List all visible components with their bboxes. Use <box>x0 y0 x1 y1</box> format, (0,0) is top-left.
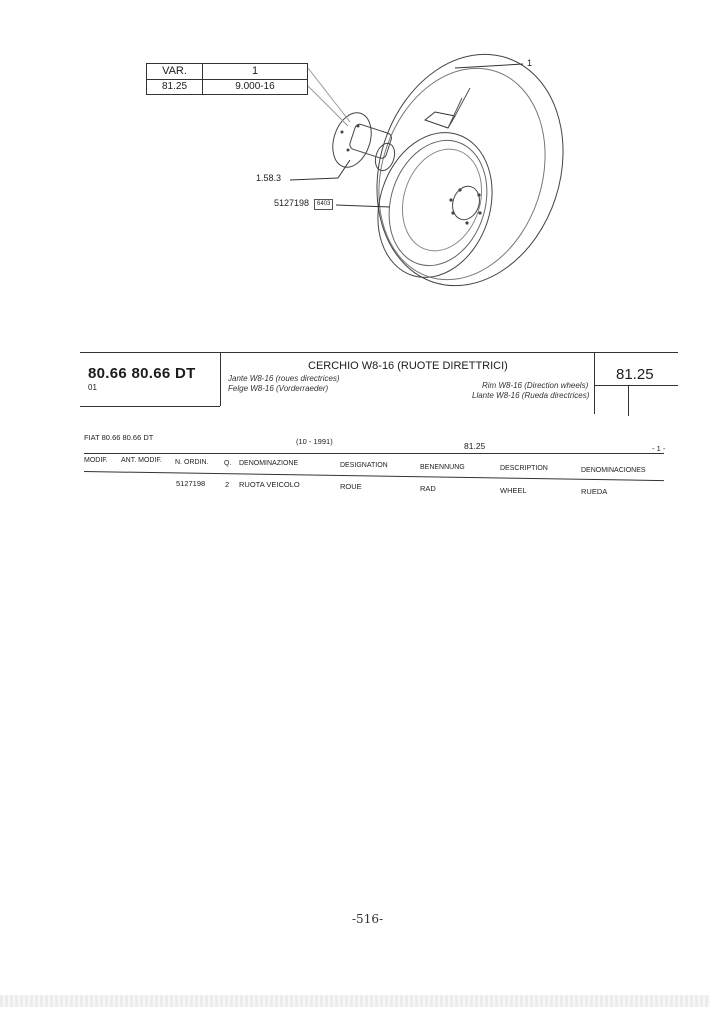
callout-hub: 1.58.3 <box>256 173 282 183</box>
hub-stud <box>357 125 360 128</box>
col-header-ant-modif: ANT. MODIF. <box>121 457 162 464</box>
variant-leader-line-1 <box>308 68 350 122</box>
col-header-en: DESCRIPTION <box>500 465 548 472</box>
rim-bolt-hole <box>449 198 452 201</box>
rim-disc <box>390 139 494 261</box>
callout-line-top <box>455 64 523 68</box>
group-title: CERCHIO W8-16 (RUOTE DIRETTRICI) <box>308 360 508 372</box>
table-header-rule <box>84 471 664 481</box>
model-number: 80.66 80.66 DT <box>88 365 196 382</box>
col-header-es: DENOMINACIONES <box>581 467 646 474</box>
sheet-number: - 1 - <box>652 444 666 453</box>
hub-stud <box>347 149 350 152</box>
rim-inner-outline <box>374 128 503 279</box>
rim-center-hole <box>448 183 483 223</box>
variant-header-label: VAR. <box>147 64 203 79</box>
header-divider-code <box>628 386 629 416</box>
title-french: Jante W8-16 (roues directrices) <box>228 374 340 383</box>
wheel-rim-drawing <box>230 50 630 300</box>
col-header-qty: Q. <box>224 460 232 467</box>
col-header-it: DENOMINAZIONE <box>239 460 299 467</box>
variant-header-value: 1 <box>251 65 259 77</box>
row-name-it: RUOTA VEICOLO <box>239 480 300 489</box>
row-quantity: 2 <box>225 480 230 489</box>
col-header-order-no: N. ORDIN. <box>175 459 209 466</box>
col-header-de: BENENNUNG <box>420 464 465 471</box>
tire-outline <box>348 50 592 300</box>
variant-row-value: 9.000-16 <box>235 81 275 92</box>
rim-bolt-hole <box>458 188 461 191</box>
rim-bolt-hole <box>451 211 454 214</box>
title-english: Rim W8-16 (Direction wheels) <box>482 381 589 390</box>
hub-stud <box>341 131 344 134</box>
col-header-fr: DESIGNATION <box>340 462 388 469</box>
table-top-rule <box>84 453 664 454</box>
group-code: 81.25 <box>616 366 654 383</box>
header-code-rule <box>594 385 678 386</box>
header-divider-left <box>220 352 221 406</box>
header-divider-right <box>594 352 595 414</box>
callout-line-part <box>336 205 390 207</box>
model-line: FIAT 80.66 80.66 DT <box>84 433 154 442</box>
callout-line-hub-tip <box>338 160 350 178</box>
rim-bolt-hole <box>478 211 481 214</box>
header-top-rule <box>80 352 678 353</box>
callout-line-hub <box>290 178 338 180</box>
callout-top: 1 <box>527 58 533 68</box>
rim-bolt-hole <box>465 221 468 224</box>
row-name-fr: ROUE <box>340 482 362 491</box>
title-german: Felge W8-16 (Vorderraeder) <box>228 384 329 393</box>
col-header-modif: MODIF. <box>84 457 108 464</box>
tire-cutaway-section <box>425 112 455 128</box>
row-name-de: RAD <box>420 484 436 493</box>
group-number: 81.25 <box>464 441 486 451</box>
issue-date: (10 - 1991) <box>296 437 333 446</box>
rim-outline <box>360 118 510 293</box>
variant-row-code: 81.25 <box>147 79 203 94</box>
page-number: -516- <box>352 912 384 926</box>
rim-bolt-hole <box>477 193 480 196</box>
row-name-es: RUEDA <box>581 487 608 496</box>
scan-border <box>0 995 710 1007</box>
row-name-en: WHEEL <box>500 486 527 495</box>
hub-flange <box>326 108 378 172</box>
callout-part: 5127198 <box>274 198 310 208</box>
variant-leader-line-2 <box>308 86 348 126</box>
title-spanish: Llante W8-16 (Rueda directrices) <box>472 391 590 400</box>
row-part-number: 5127198 <box>176 479 206 488</box>
callout-part-ref: 6403 <box>314 199 333 210</box>
header-left-bottom-rule <box>80 406 220 407</box>
tire-cutaway-edge <box>448 88 470 128</box>
model-sub-number: 01 <box>88 383 97 392</box>
